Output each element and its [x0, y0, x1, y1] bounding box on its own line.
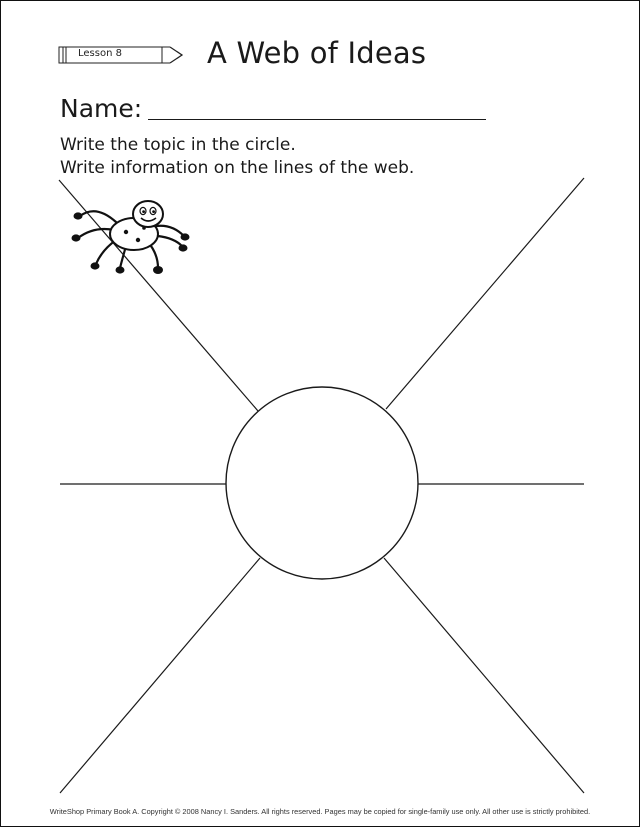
- page-title: A Web of Ideas: [207, 36, 427, 70]
- web-spoke-upper-right[interactable]: [386, 178, 584, 409]
- name-label: Name:: [60, 94, 143, 123]
- topic-circle[interactable]: [226, 387, 418, 579]
- web-spoke-lower-left[interactable]: [60, 558, 260, 793]
- spider-icon: [66, 198, 190, 280]
- instruction-line: Write information on the lines of the web.: [60, 158, 415, 178]
- lesson-label: Lesson 8: [78, 48, 122, 59]
- copyright-footer: WriteShop Primary Book A. Copyright © 2008 Nancy I. Sanders. All rights reserved. Pages may be copied for single-family use only. All other use is strictly prohibited.: [49, 807, 591, 816]
- instruction-line: Write the topic in the circle.: [60, 135, 296, 155]
- web-spoke-lower-right[interactable]: [384, 558, 584, 793]
